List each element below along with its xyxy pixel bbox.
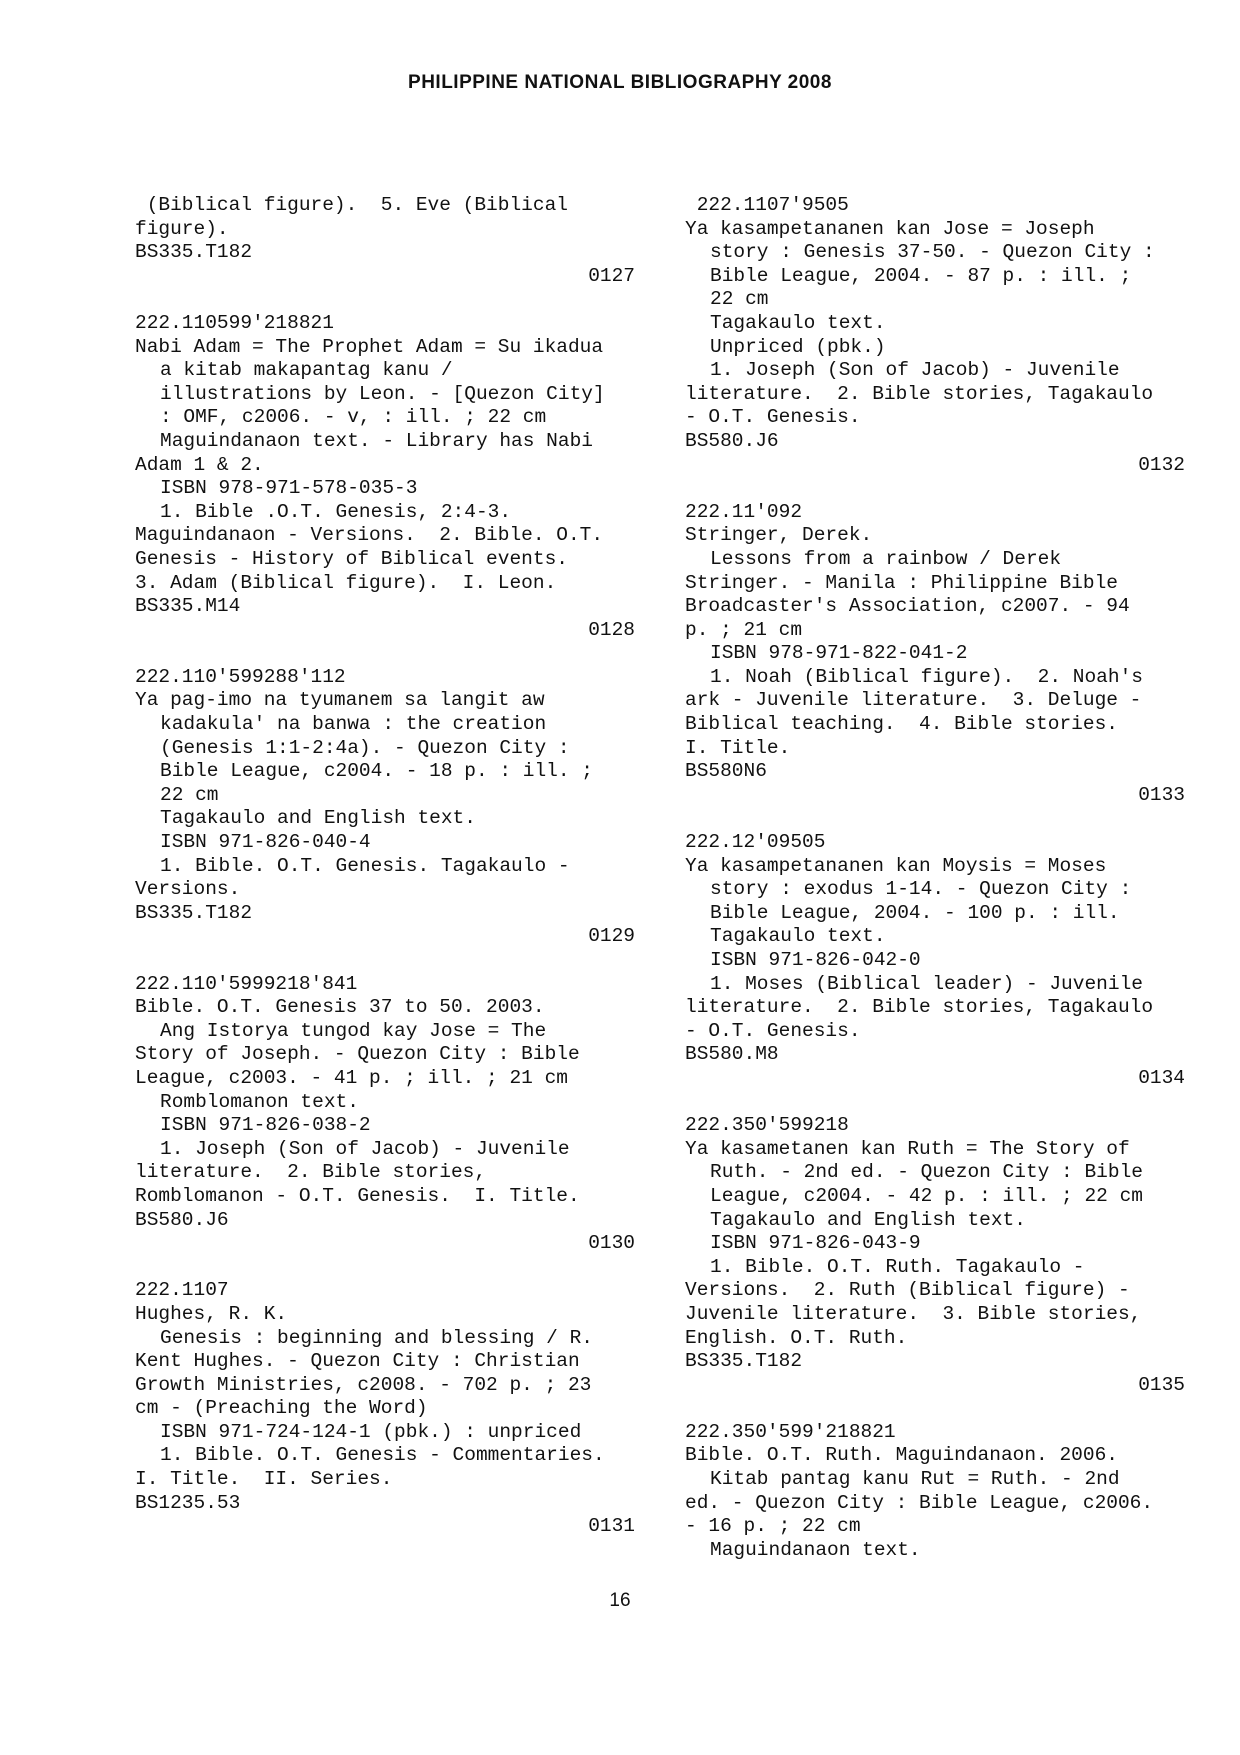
entry-line: - 16 p. ; 22 cm bbox=[685, 1515, 861, 1538]
entry-line: figure). bbox=[135, 217, 229, 240]
entry-line: Ang Istorya tungod kay Jose = The bbox=[160, 1019, 547, 1042]
entry-line: BS335.T182 bbox=[685, 1350, 803, 1373]
entry-line: 222.110599'218821 bbox=[135, 311, 334, 334]
entry-line: Genesis : beginning and blessing / R. bbox=[160, 1326, 593, 1349]
entry-line: 222.1107 bbox=[135, 1279, 229, 1302]
entry-line: 1. Bible. O.T. Genesis. Tagakaulo - bbox=[160, 854, 570, 877]
entry-line: Versions. bbox=[135, 878, 241, 901]
entry-line: Unpriced (pbk.) bbox=[710, 335, 886, 358]
entry-line: Bible League, c2004. - 18 p. : ill. ; bbox=[160, 760, 593, 783]
entry-line: Tagakaulo and English text. bbox=[710, 1208, 1026, 1231]
entry-separator bbox=[685, 1397, 1185, 1421]
right-column bbox=[685, 194, 1185, 1562]
entry-line: Nabi Adam = The Prophet Adam = Su ikadua bbox=[135, 335, 604, 358]
entry-line: League, c2003. - 41 p. ; ill. ; 21 cm bbox=[135, 1066, 568, 1089]
entry-line: ark - Juvenile literature. 3. Deluge - bbox=[685, 689, 1142, 712]
entry-separator bbox=[685, 477, 1185, 501]
entry-line: p. ; 21 cm bbox=[685, 618, 803, 641]
entry-line: literature. 2. Bible stories, Tagakaulo bbox=[685, 382, 1154, 405]
entry-line: BS580.J6 bbox=[685, 429, 779, 452]
entry-line: Tagakaulo and English text. bbox=[160, 807, 476, 830]
entry-line: Ruth. - 2nd ed. - Quezon City : Bible bbox=[710, 1161, 1143, 1184]
entry-line: 1. Joseph (Son of Jacob) - Juvenile bbox=[710, 359, 1120, 382]
entry-line: story : Genesis 37-50. - Quezon City : bbox=[710, 241, 1155, 264]
entry-number: 0127 bbox=[588, 264, 635, 287]
entry-number: 0131 bbox=[588, 1515, 635, 1538]
entry-line: 1. Noah (Biblical figure). 2. Noah's bbox=[710, 665, 1143, 688]
entry-number: 0130 bbox=[588, 1232, 635, 1255]
entry-line: Romblomanon text. bbox=[160, 1090, 359, 1113]
entry-line: BS1235.53 bbox=[135, 1491, 241, 1514]
entry-line: BS580.M8 bbox=[685, 1043, 779, 1066]
entry-line: ISBN 971-826-042-0 bbox=[710, 949, 921, 971]
entry-line: Ya kasampetananen kan Jose = Joseph bbox=[685, 217, 1095, 240]
entry-line: Kitab pantag kanu Rut = Ruth. - 2nd bbox=[710, 1468, 1120, 1491]
entry-line: 1. Bible. O.T. Genesis - Commentaries. bbox=[160, 1444, 605, 1467]
entry-line: Tagakaulo text. bbox=[710, 311, 886, 334]
entry-line: kadakula' na banwa : the creation bbox=[160, 713, 547, 736]
entry-line: Lessons from a rainbow / Derek bbox=[710, 547, 1062, 570]
entry-line: (Biblical figure). 5. Eve (Biblical bbox=[135, 194, 568, 216]
entry-line: 22 cm bbox=[160, 783, 219, 806]
entry-line: 222.350'599'218821 bbox=[685, 1420, 896, 1443]
left-column bbox=[135, 194, 635, 1539]
entry-line: 222.110'5999218'841 bbox=[135, 972, 358, 995]
entry-line: 1. Moses (Biblical leader) - Juvenile bbox=[710, 972, 1143, 995]
entry-line: cm - (Preaching the Word) bbox=[135, 1397, 428, 1420]
entry-line: a kitab makapantag kanu / bbox=[160, 359, 453, 382]
entry-line: Maguindanaon text. bbox=[710, 1538, 921, 1561]
entry-line: Maguindanaon - Versions. 2. Bible. O.T. bbox=[135, 524, 604, 547]
entry-line: literature. 2. Bible stories, bbox=[135, 1161, 487, 1184]
entry-line: - O.T. Genesis. bbox=[685, 1019, 861, 1042]
entry-line: illustrations by Leon. - [Quezon City] bbox=[160, 382, 605, 405]
entry-number: 0134 bbox=[1138, 1066, 1185, 1089]
entry-separator bbox=[135, 288, 635, 312]
entry-line: - O.T. Genesis. bbox=[685, 406, 861, 429]
entry-line: Kent Hughes. - Quezon City : Christian bbox=[135, 1350, 580, 1373]
entry-separator bbox=[135, 949, 635, 973]
entry-line: 3. Adam (Biblical figure). I. Leon. bbox=[135, 571, 557, 594]
entry-line: I. Title. II. Series. bbox=[135, 1468, 393, 1491]
entry-line: Growth Ministries, c2008. - 702 p. ; 23 bbox=[135, 1373, 592, 1396]
entry-line: ISBN 971-724-124-1 (pbk.) : unpriced bbox=[160, 1420, 582, 1443]
entry-line: BS335.M14 bbox=[135, 595, 241, 618]
entry-separator bbox=[135, 1256, 635, 1280]
entry-line: Versions. 2. Ruth (Biblical figure) - bbox=[685, 1279, 1130, 1302]
entry-line: BS580N6 bbox=[685, 760, 767, 783]
entry-line: Stringer. - Manila : Philippine Bible bbox=[685, 571, 1118, 594]
entry-line: 222.12'09505 bbox=[685, 831, 826, 854]
entry-line: 22 cm bbox=[710, 288, 769, 311]
entry-number: 0135 bbox=[1138, 1373, 1185, 1396]
entry-line: ISBN 971-826-040-4 bbox=[160, 831, 371, 854]
entry-line: ISBN 971-826-038-2 bbox=[160, 1114, 371, 1137]
entry-line: Broadcaster's Association, c2007. - 94 bbox=[685, 595, 1130, 618]
entry-line: League, c2004. - 42 p. : ill. ; 22 cm bbox=[710, 1184, 1143, 1207]
entry-line: (Genesis 1:1-2:4a). - Quezon City : bbox=[160, 736, 570, 759]
entry-number: 0128 bbox=[588, 618, 635, 641]
page-header: PHILIPPINE NATIONAL BIBLIOGRAPHY 2008 bbox=[408, 72, 832, 93]
entry-line: 222.11'092 bbox=[685, 500, 803, 523]
entry-line: 222.350'599218 bbox=[685, 1114, 849, 1137]
entry-line: Tagakaulo text. bbox=[710, 925, 886, 948]
entry-line: Juvenile literature. 3. Bible stories, bbox=[685, 1302, 1142, 1325]
entry-line: ISBN 978-971-578-035-3 bbox=[160, 477, 418, 500]
entry-number: 0133 bbox=[1138, 783, 1185, 806]
entry-line: Adam 1 & 2. bbox=[135, 453, 264, 476]
entry-line: Genesis - History of Biblical events. bbox=[135, 547, 568, 570]
entry-line: Ya kasampetananen kan Moysis = Moses bbox=[685, 854, 1107, 877]
entry-separator bbox=[685, 1091, 1185, 1115]
entry-line: literature. 2. Bible stories, Tagakaulo bbox=[685, 996, 1154, 1019]
entry-line: Hughes, R. K. bbox=[135, 1302, 288, 1325]
entry-line: story : exodus 1-14. - Quezon City : bbox=[710, 878, 1132, 901]
entry-line: BS335.T182 bbox=[135, 901, 253, 924]
entry-line: BS580.J6 bbox=[135, 1208, 229, 1231]
entry-line: ISBN 971-826-043-9 bbox=[710, 1232, 921, 1255]
entry-line: 222.1107'9505 bbox=[685, 194, 849, 216]
entry-line: Ya pag-imo na tyumanem sa langit aw bbox=[135, 689, 545, 712]
entry-line: 1. Bible .O.T. Genesis, 2:4-3. bbox=[160, 500, 512, 523]
entry-line: Stringer, Derek. bbox=[685, 524, 873, 547]
entry-line: ed. - Quezon City : Bible League, c2006. bbox=[685, 1491, 1154, 1514]
entry-line: 222.110'599288'112 bbox=[135, 665, 346, 688]
entry-line: Romblomanon - O.T. Genesis. I. Title. bbox=[135, 1184, 580, 1207]
entry-line: 1. Bible. O.T. Ruth. Tagakaulo - bbox=[710, 1255, 1085, 1278]
entry-line: Bible. O.T. Genesis 37 to 50. 2003. bbox=[135, 996, 545, 1019]
entry-separator bbox=[685, 807, 1185, 831]
entry-line: Bible. O.T. Ruth. Maguindanaon. 2006. bbox=[685, 1444, 1118, 1467]
entry-line: Ya kasametanen kan Ruth = The Story of bbox=[685, 1137, 1130, 1160]
entry-separator bbox=[135, 642, 635, 666]
page-number: 16 bbox=[609, 1590, 631, 1611]
entry-line: : OMF, c2006. - v, : ill. ; 22 cm bbox=[160, 406, 547, 429]
entry-line: Bible League, 2004. - 87 p. : ill. ; bbox=[710, 264, 1132, 287]
entry-line: 1. Joseph (Son of Jacob) - Juvenile bbox=[160, 1137, 570, 1160]
entry-line: Biblical teaching. 4. Bible stories. bbox=[685, 713, 1118, 736]
entry-line: I. Title. bbox=[685, 736, 791, 759]
entry-line: BS335.T182 bbox=[135, 241, 253, 264]
entry-line: English. O.T. Ruth. bbox=[685, 1326, 908, 1349]
entry-line: Story of Joseph. - Quezon City : Bible bbox=[135, 1043, 580, 1066]
entry-line: Bible League, 2004. - 100 p. : ill. bbox=[710, 901, 1120, 924]
entry-number: 0129 bbox=[588, 925, 635, 948]
entry-line: Maguindanaon text. - Library has Nabi bbox=[160, 429, 593, 452]
entry-line: ISBN 978-971-822-041-2 bbox=[710, 642, 968, 665]
entry-number: 0132 bbox=[1138, 453, 1185, 476]
